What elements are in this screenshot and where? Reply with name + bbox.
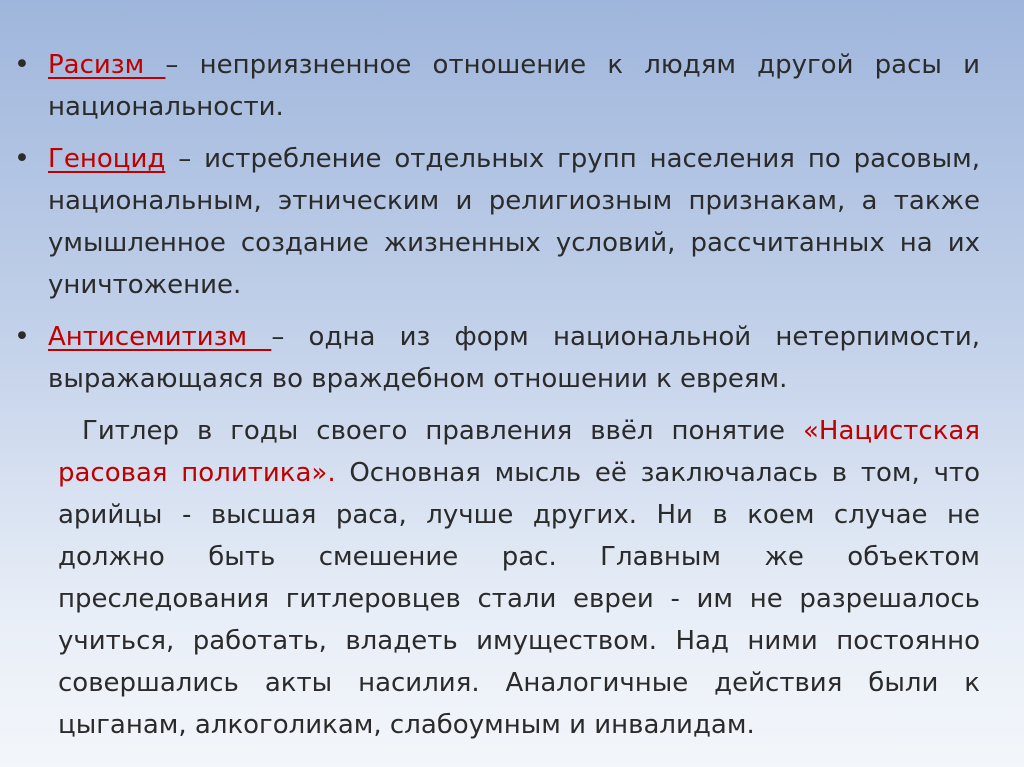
definition-text <box>48 44 980 128</box>
definition-text <box>48 316 980 400</box>
definition-body: – истребление отдельных групп населения по расовым, национальным, этническим и религиозным признакам, а также умышленное создание жизненных условий, рассчитанных на их уничтожение. <box>48 144 980 300</box>
paragraph-rest: Основная мысль её заключалась в том, что арийцы - высшая раса, лучше других. Ни в коем случае не должно быть смешение рас. Главным же объектом преследования гитлеровцев стали евреи - им не разрешалось учиться, работать, владеть имуществом. Над ними постоянно совершались акты насилия. Аналогичные действия были к цыганам, алкоголикам, слабоумным и инвалидам. <box>58 458 980 740</box>
paragraph-highlight: «Нацистская расовая политика». <box>58 416 980 488</box>
definition-racism <box>12 44 980 128</box>
nazi-policy-paragraph <box>58 410 980 746</box>
term-racism: Расизм <box>48 50 166 80</box>
bullet-marker: • <box>14 321 30 352</box>
bullet-marker: • <box>14 49 30 80</box>
term-antisemitism: Антисемитизм <box>48 322 272 352</box>
definition-body: – одна из форм национальной нетерпимости, выражающаяся во враждебном отношении к евреям. <box>48 322 980 394</box>
definition-genocide <box>12 138 980 306</box>
definition-antisemitism <box>12 316 980 400</box>
definition-body: – неприязненное отношение к людям другой расы и национальности. <box>48 50 980 122</box>
bullet-marker: • <box>14 143 30 174</box>
paragraph-lead: Гитлер в годы своего правления ввёл понятие <box>82 416 803 446</box>
definition-text <box>48 138 980 306</box>
term-genocide: Геноцид <box>48 144 166 174</box>
